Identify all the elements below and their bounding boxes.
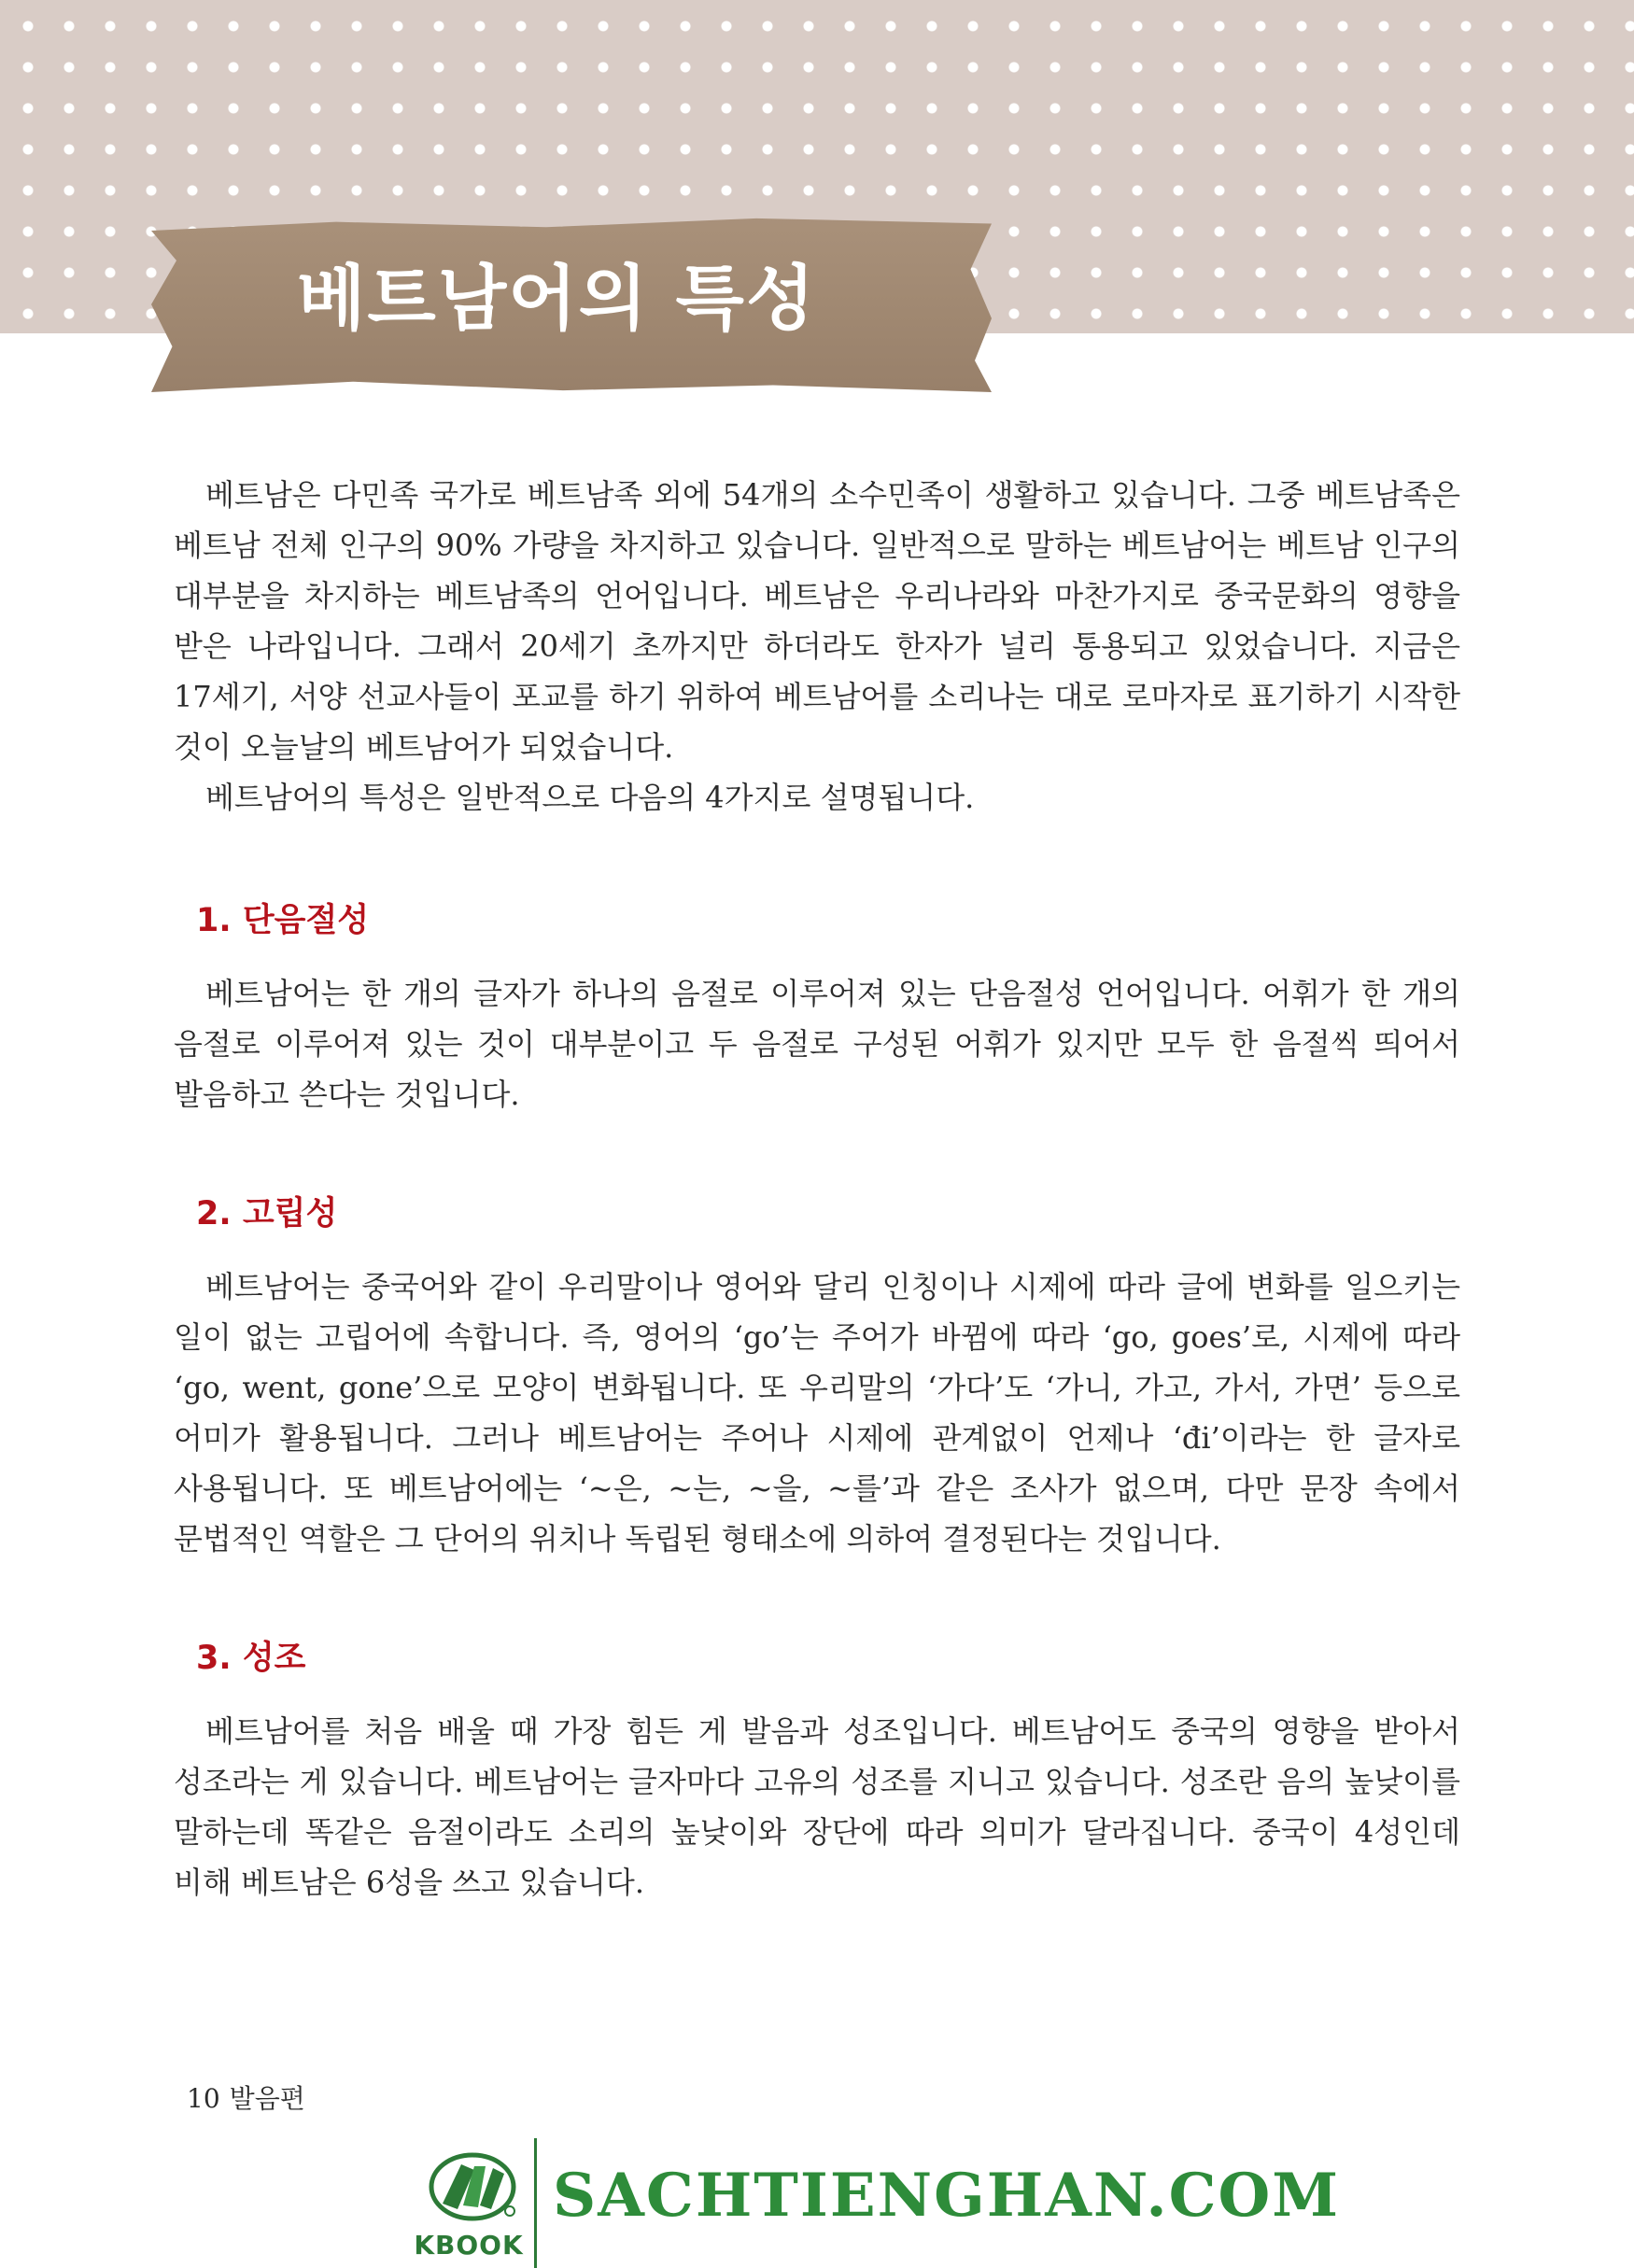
page-section-label: 발음편 [229,2083,305,2114]
main-content [174,470,1460,1908]
section-body-tones: 베트남어를 처음 배울 때 가장 힘든 게 발음과 성조입니다. 베트남어도 중국의 영향을 받아서 성조라는 게 있습니다. 베트남어는 글자마다 고유의 성조를 지니고 있습니다. 성조란 음의 높낮이를 말하는데 똑같은 음절이라도 소리의 높낮이와 장단에 따라 의미가 달라집니다. 중국이 4성인데 비해 베트남은 6성을 쓰고 있습니다. [174,1713,1460,1900]
watermark-divider [534,2138,537,2268]
page-footer [187,2080,305,2118]
page-number: 10 [187,2083,220,2114]
kbook-books-icon [426,2146,519,2226]
intro-note: 베트남어의 특성은 일반적으로 다음의 4가지로 설명됩니다. [205,780,975,815]
kbook-logo-text: KBOOK [414,2230,524,2261]
section-heading-monosyllabic: 1. 단음절성 [196,902,370,939]
intro-paragraph: 베트남은 다민족 국가로 베트남족 외에 54개의 소수민족이 생활하고 있습니다. 그중 베트남족은 베트남 전체 인구의 90% 가량을 차지하고 있습니다. 일반적으로 말하는 베트남어는 베트남 인구의 대부분을 차지하는 베트남족의 언어입니다. 베트남은 우리나라와 마찬가지로 중국문화의 영향을 받은 나라입니다. 그래서 20세기 초까지만 하더라도 한자가 널리 통용되고 있었습니다. 지금은 17세기, 서양 선교사들이 포교를 하기 위하여 베트남어를 소리나는 대로 로마자로 표기하기 시작한 것이 오늘날의 베트남어가 되었습니다. [174,477,1460,765]
section-heading-tones: 3. 성조 [196,1640,306,1677]
section-heading-isolating: 2. 고립성 [196,1195,338,1233]
watermark [413,2138,1341,2268]
page-title: 베트남어의 특성 [297,257,817,340]
section-body-monosyllabic: 베트남어는 한 개의 글자가 하나의 음절로 이루어져 있는 단음절성 언어입니다. 어휘가 한 개의 음절로 이루어져 있는 것이 대부분이고 두 음절로 구성된 어휘가 있지만 모두 한 음절씩 띄어서 발음하고 쓴다는 것입니다. [174,976,1460,1112]
kbook-logo [413,2146,525,2265]
watermark-site-text: SACHTIENGHAN.COM [553,2161,1341,2231]
section-body-isolating: 베트남어는 중국어와 같이 우리말이나 영어와 달리 인칭이나 시제에 따라 글에 변화를 일으키는 일이 없는 고립어에 속합니다. 즉, 영어의 ‘go’는 주어가 바뀜에 따라 ‘go, goes’로, 시제에 따라 ‘go, went, gone’으로 모양이 변화됩니다. 또 우리말의 ‘가다’도 ‘가니, 가고, 가서, 가면’ 등으로 어미가 활용됩니다. 그러나 베트남어는 주어나 시제에 관계없이 언제나 ‘đi’이라는 한 글자로 사용됩니다. 또 베트남어에는 ‘~은, ~는, ~을, ~를’과 같은 조사가 없으며, 다만 문장 속에서 문법적인 역할은 그 단어의 위치나 독립된 형태소에 의하여 결정된다는 것입니다. [174,1269,1460,1557]
